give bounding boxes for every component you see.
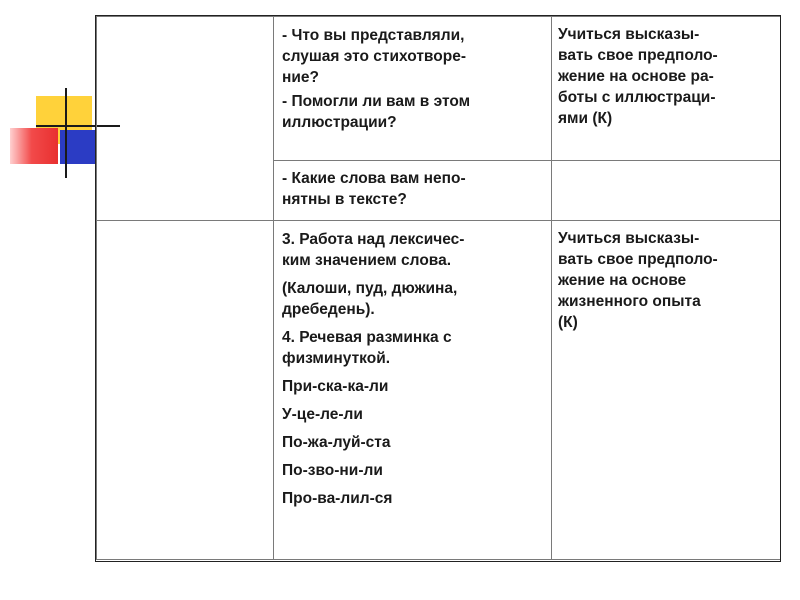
list-item: У-це-ле-ли bbox=[282, 406, 363, 423]
list-item: 3. Работа над лексичес- ким значением слова. bbox=[282, 231, 465, 269]
lesson-plan-table bbox=[96, 16, 781, 560]
decorative-vertical-line bbox=[65, 88, 67, 178]
list-item: Про-ва-лил-ся bbox=[282, 490, 393, 507]
empty-cell-stage-2 bbox=[97, 221, 274, 560]
table-row bbox=[97, 17, 781, 161]
vocabulary-cell bbox=[274, 221, 552, 560]
list-item: По-зво-ни-ли bbox=[282, 462, 383, 479]
outcome-cell-1: Учиться высказы- вать свое предполо- жение на основе ра- боты с иллюстраци- ями (К) bbox=[552, 17, 781, 161]
outcome-cell-2: Учиться высказы- вать свое предполо- жение на основе жизненного опыта (К) bbox=[552, 221, 781, 560]
list-item: По-жа-луй-ста bbox=[282, 434, 391, 451]
empty-cell-stage-1 bbox=[97, 17, 274, 221]
question-2: - Помогли ли вам в этом иллюстрации? bbox=[282, 93, 471, 131]
table-row bbox=[97, 221, 781, 560]
unknown-words-cell: - Какие слова вам непо- нятны в тексте? bbox=[274, 161, 552, 221]
questions-cell bbox=[274, 17, 552, 161]
list-item: При-ска-ка-ли bbox=[282, 378, 389, 395]
decorative-red-square bbox=[10, 128, 58, 164]
empty-outcome-cell bbox=[552, 161, 781, 221]
list-item: (Калоши, пуд, дюжина, дребедень). bbox=[282, 280, 458, 318]
list-item: 4. Речевая разминка с физминуткой. bbox=[282, 329, 452, 367]
question-1: - Что вы представляли, слушая это стихотворе- ние? bbox=[282, 27, 466, 86]
